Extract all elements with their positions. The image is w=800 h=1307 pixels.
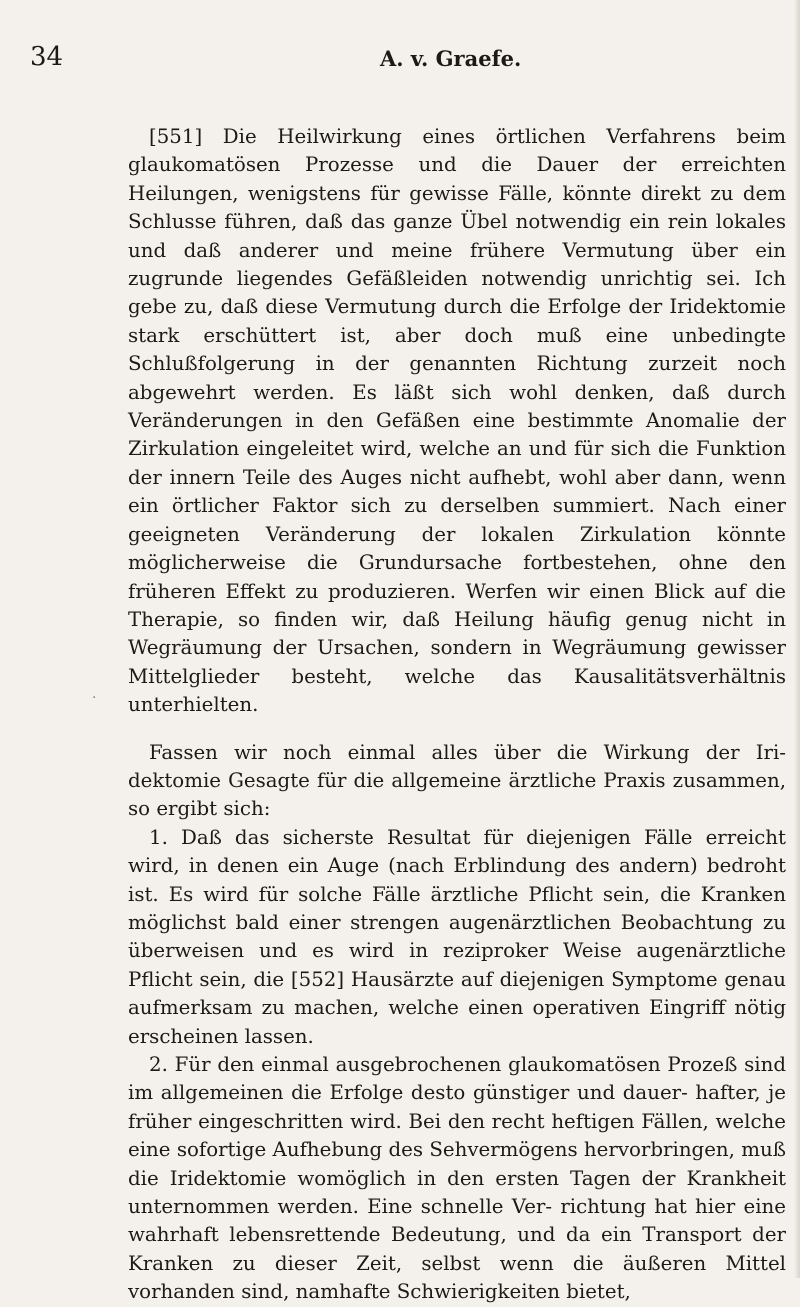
running-title: A. v. Graefe. [380, 46, 522, 71]
page-header [30, 42, 750, 82]
paragraph-summary-intro: Fassen wir noch einmal alles über die Wirkung der Iri- dektomie Gesagte für die allgemeine ärztliche Praxis zusammen, so ergibt sich: [128, 740, 786, 821]
body-text [128, 123, 786, 1307]
page-number: 34 [30, 42, 64, 72]
page-edge-shadow [794, 0, 800, 1278]
paragraph-point-1: 1. Daß das sicherste Resultat für diejenigen Fälle erreicht wird, in denen ein Auge (nach Erblindung des andern) bedroht ist. Es wird für solche Fälle ärztliche Pflicht sein, die Kranken möglichst bald einer strengen augenärztlichen Beobachtung zu überweisen und es wird in reziproker Weise augenärztliche Pflicht sein, die [552] Hausärzte auf diejenigen Symptome genau aufmerksam zu machen, welche einen operativen Eingriff nötig erscheinen lassen. [128, 825, 786, 1048]
paragraph-551: [551] Die Heilwirkung eines örtlichen Verfahrens beim glaukomatösen Prozesse und die Dauer der erreichten Heilungen, wenigstens für gewisse Fälle, könnte direkt zu dem Schlusse führen, daß das ganze Übel notwendig ein rein lokales und daß anderer und meine frühere Vermutung über ein zugrunde liegendes Gefäßleiden notwendig unrichtig sei. Ich gebe zu, daß diese Vermutung durch die Erfolge der Iridektomie stark erschüttert ist, aber doch muß eine unbedingte Schlußfolgerung in der genannten Richtung zurzeit noch abgewehrt werden. Es läßt sich wohl denken, daß durch Veränderungen in den Gefäßen eine bestimmte Anomalie der Zirkulation eingeleitet wird, welche an und für sich die Funktion der innern Teile des Auges nicht aufhebt, wohl aber dann, wenn ein örtlicher Faktor sich zu derselben summiert. Nach einer geeigneten Veränderung der lokalen Zirkulation könnte möglicherweise die Grundursache fortbestehen, ohne den früheren Effekt zu produzieren. Werfen wir einen Blick auf die Therapie, so finden wir, daß Heilung häufig genug nicht in Wegräumung der Ursachen, sondern in Wegräumung gewisser Mittelglieder besteht, welche das Kausalitätsverhältnis unterhielten. [128, 125, 786, 717]
paragraph-gap [128, 720, 786, 739]
paragraph-point-2: 2. Für den einmal ausgebrochenen glaukomatösen Prozeß sind im allgemeinen die Erfolge desto günstiger und dauer- hafter, je früher eingeschritten wird. Bei den recht heftigen Fällen, welche eine sofortige Aufhebung des Sehvermögens hervorbringen, muß die Iridektomie womöglich in den ersten Tagen der Krankheit unternommen werden. Eine schnelle Ver- richtung hat hier eine wahrhaft lebensrettende Bedeutung, und da ein Transport der Kranken zu dieser Zeit, selbst wenn die äußeren Mittel vorhanden sind, namhafte Schwierigkeiten bietet, [128, 1053, 786, 1304]
margin-dot-mark: · [92, 690, 97, 706]
